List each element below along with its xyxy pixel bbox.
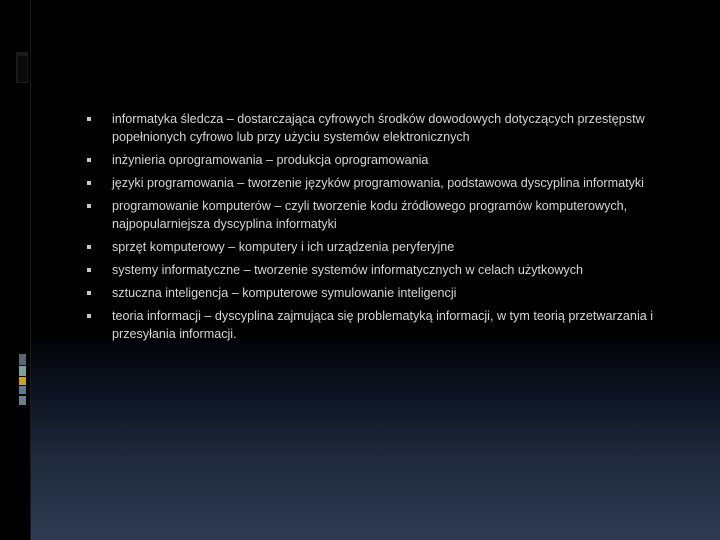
- list-item: [87, 261, 687, 279]
- frame-divider: [30, 0, 31, 540]
- decorative-bar-3: [19, 377, 26, 385]
- list-item: [87, 151, 687, 169]
- list-item: [87, 284, 687, 302]
- title-accent-inner: [18, 56, 27, 82]
- list-item-text: sztuczna inteligencja – komputerowe symulowanie inteligencji: [112, 286, 457, 300]
- list-item: [87, 110, 687, 146]
- bullet-square-icon: [87, 204, 91, 208]
- bullet-square-icon: [87, 314, 91, 318]
- list-item: [87, 174, 687, 192]
- list-item-text: systemy informatyczne – tworzenie systemów informatycznych w celach użytkowych: [112, 263, 584, 277]
- bullet-square-icon: [87, 117, 91, 121]
- list-item-text: teoria informacji – dyscyplina zajmująca się problematyką informacji, w tym teorią przetwarzania i przesyłania informacji.: [112, 309, 654, 341]
- list-item-text: inżynieria oprogramowania – produkcja oprogramowania: [112, 153, 429, 167]
- bullet-list: [87, 110, 687, 348]
- list-item: [87, 238, 687, 256]
- decorative-bar-5: [19, 396, 26, 405]
- bullet-square-icon: [87, 181, 91, 185]
- bullet-square-icon: [87, 158, 91, 162]
- bullet-square-icon: [87, 291, 91, 295]
- list-item-text: sprzęt komputerowy – komputery i ich urządzenia peryferyjne: [112, 240, 455, 254]
- decorative-bar-2: [19, 366, 26, 376]
- list-item: [87, 307, 687, 343]
- bullet-square-icon: [87, 245, 91, 249]
- list-item-text: informatyka śledcza – dostarczająca cyfrowych środków dowodowych dotyczących przestępstw popełnionych cyfrowo lub przy użyciu systemów elektronicznych: [112, 112, 645, 144]
- list-item: [87, 197, 687, 233]
- bullet-square-icon: [87, 268, 91, 272]
- decorative-bar-4: [19, 386, 26, 394]
- list-item-text: programowanie komputerów – czyli tworzenie kodu źródłowego programów komputerowych, najpopularniejsza dyscyplina informatyki: [112, 199, 628, 231]
- decorative-bar-1: [19, 354, 26, 365]
- list-item-text: języki programowania – tworzenie języków programowania, podstawowa dyscyplina informatyki: [112, 176, 644, 190]
